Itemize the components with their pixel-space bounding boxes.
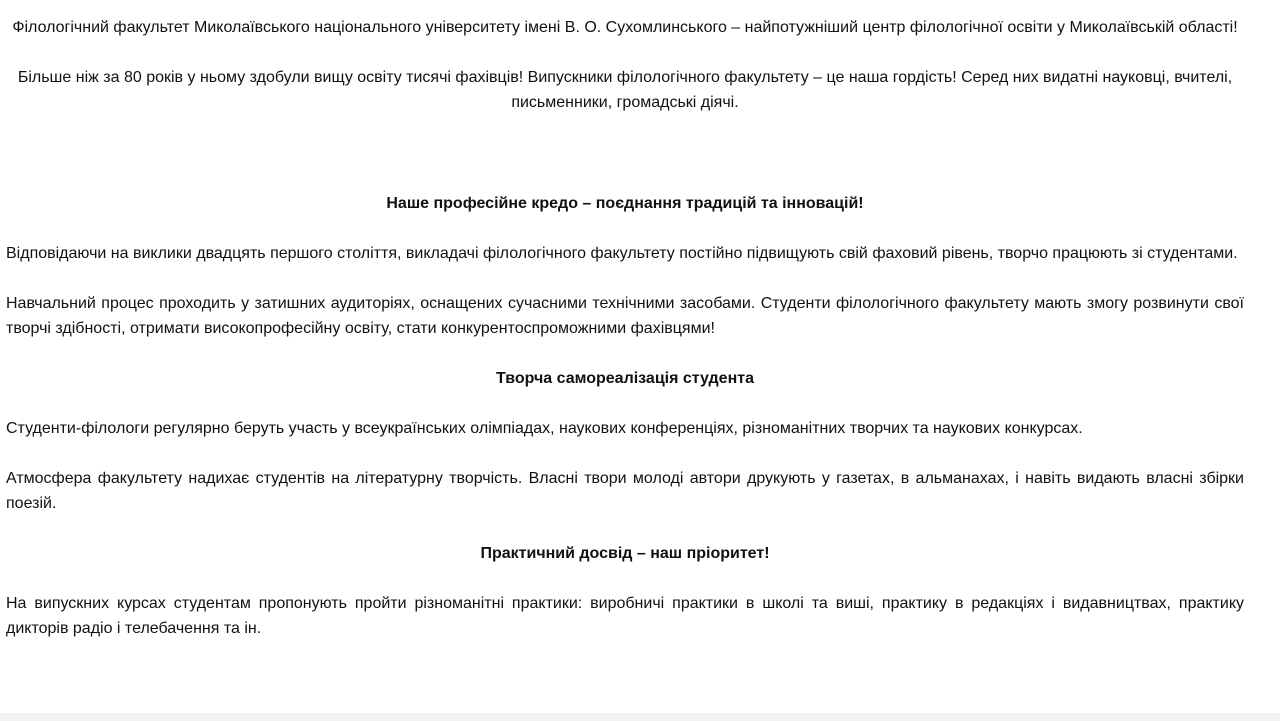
- bottom-divider: [0, 713, 1280, 721]
- paragraph-learning-process: Навчальний процес проходить у затишних аудиторіях, оснащених сучасними технічними засобами. Студенти філологічного факультету мають змогу розвинути свої творчі здібності, отримати високопрофесійну освіту, стати конкурентоспроможними фахівцями!: [6, 295, 1244, 337]
- paragraph-challenges: Відповідаючи на виклики двадцять першого століття, викладачі філологічного факультету постійно підвищують свій фаховий рівень, творчо працюють зі студентами.: [6, 245, 1238, 262]
- section-heading-practice: Практичний досвід – наш пріоритет!: [480, 545, 770, 562]
- intro-paragraph-1: Філологічний факультет Миколаївського національного університету імені В. О. Сухомлинського – найпотужніший центр філологічної освіти у Миколаївській області!: [12, 19, 1238, 36]
- paragraph-internships: На випускних курсах студентам пропонують пройти різноманітні практики: виробничі практики в школі та виші, практику в редакціях і видавництвах, практику дикторів радіо і телебачення та ін.: [6, 595, 1244, 637]
- paragraph-atmosphere: Атмосфера факультету надихає студентів на літературну творчість. Власні твори молоді автори друкують у газетах, в альманахах, і навіть видають власні збірки поезій.: [6, 470, 1244, 512]
- intro-paragraph-2: Більше ніж за 80 років у ньому здобули вищу освіту тисячі фахівців! Випускники філологічного факультету – це наша гордість! Серед них видатні науковці, вчителі, письменники, громадські діячі.: [17, 69, 1233, 111]
- section-heading-self-realization: Творча самореалізація студента: [496, 370, 754, 387]
- section-heading-credo: Наше професійне кредо – поєднання традицій та інновацій!: [386, 195, 864, 212]
- paragraph-olympiads: Студенти-філологи регулярно беруть участь у всеукраїнських олімпіадах, наукових конференціях, різноманітних творчих та наукових конкурсах.: [6, 420, 1083, 437]
